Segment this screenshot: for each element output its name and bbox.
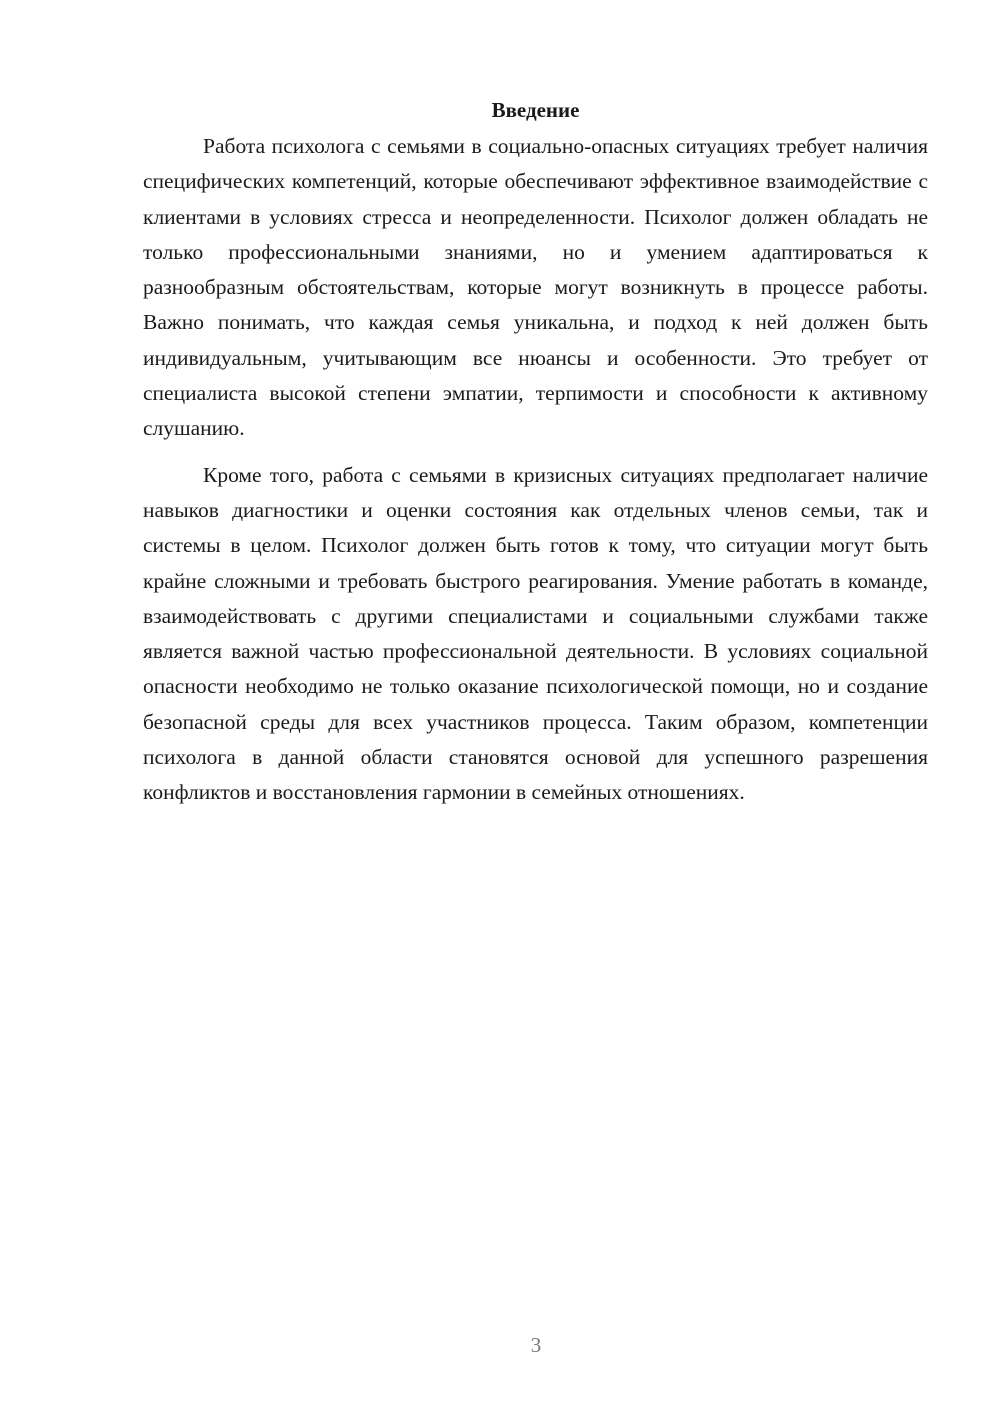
paragraph-2: Кроме того, работа с семьями в кризисных ситуациях предполагает наличие навыков диагностики и оценки состояния как отдельных членов семьи, так и системы в целом. Психолог должен быть готов к тому, что ситуации могут быть крайне сложными и требовать быстрого реагирования. Умение работать в команде, взаимодействовать с другими специалистами и социальными службами также является важной частью профессиональной деятельности. В условиях социальной опасности необходимо не только оказание психологической помощи, но и создание безопасной среды для всех участников процесса. Таким образом, компетенции психолога в данной области становятся основой для успешного разрешения конфликтов и восстановления гармонии в семейных отношениях. <box>143 462 928 805</box>
page-number: 3 <box>530 1333 542 1357</box>
paragraph-1: Работа психолога с семьями в социально-опасных ситуациях требует наличия специфических компетенций, которые обеспечивают эффективное взаимодействие с клиентами в условиях стресса и неопределенности. Психолог должен обладать не только профессиональными знаниями, но и умением адаптироваться к разнообразным обстоятельствам, которые могут возникнуть в процессе работы. Важно понимать, что каждая семья уникальна, и подход к ней должен быть индивидуальным, учитывающим все нюансы и особенности. Это требует от специалиста высокой степени эмпатии, терпимости и способности к активному слушанию. <box>143 134 928 441</box>
section-heading: Введение <box>491 98 580 122</box>
page-content <box>143 95 928 811</box>
